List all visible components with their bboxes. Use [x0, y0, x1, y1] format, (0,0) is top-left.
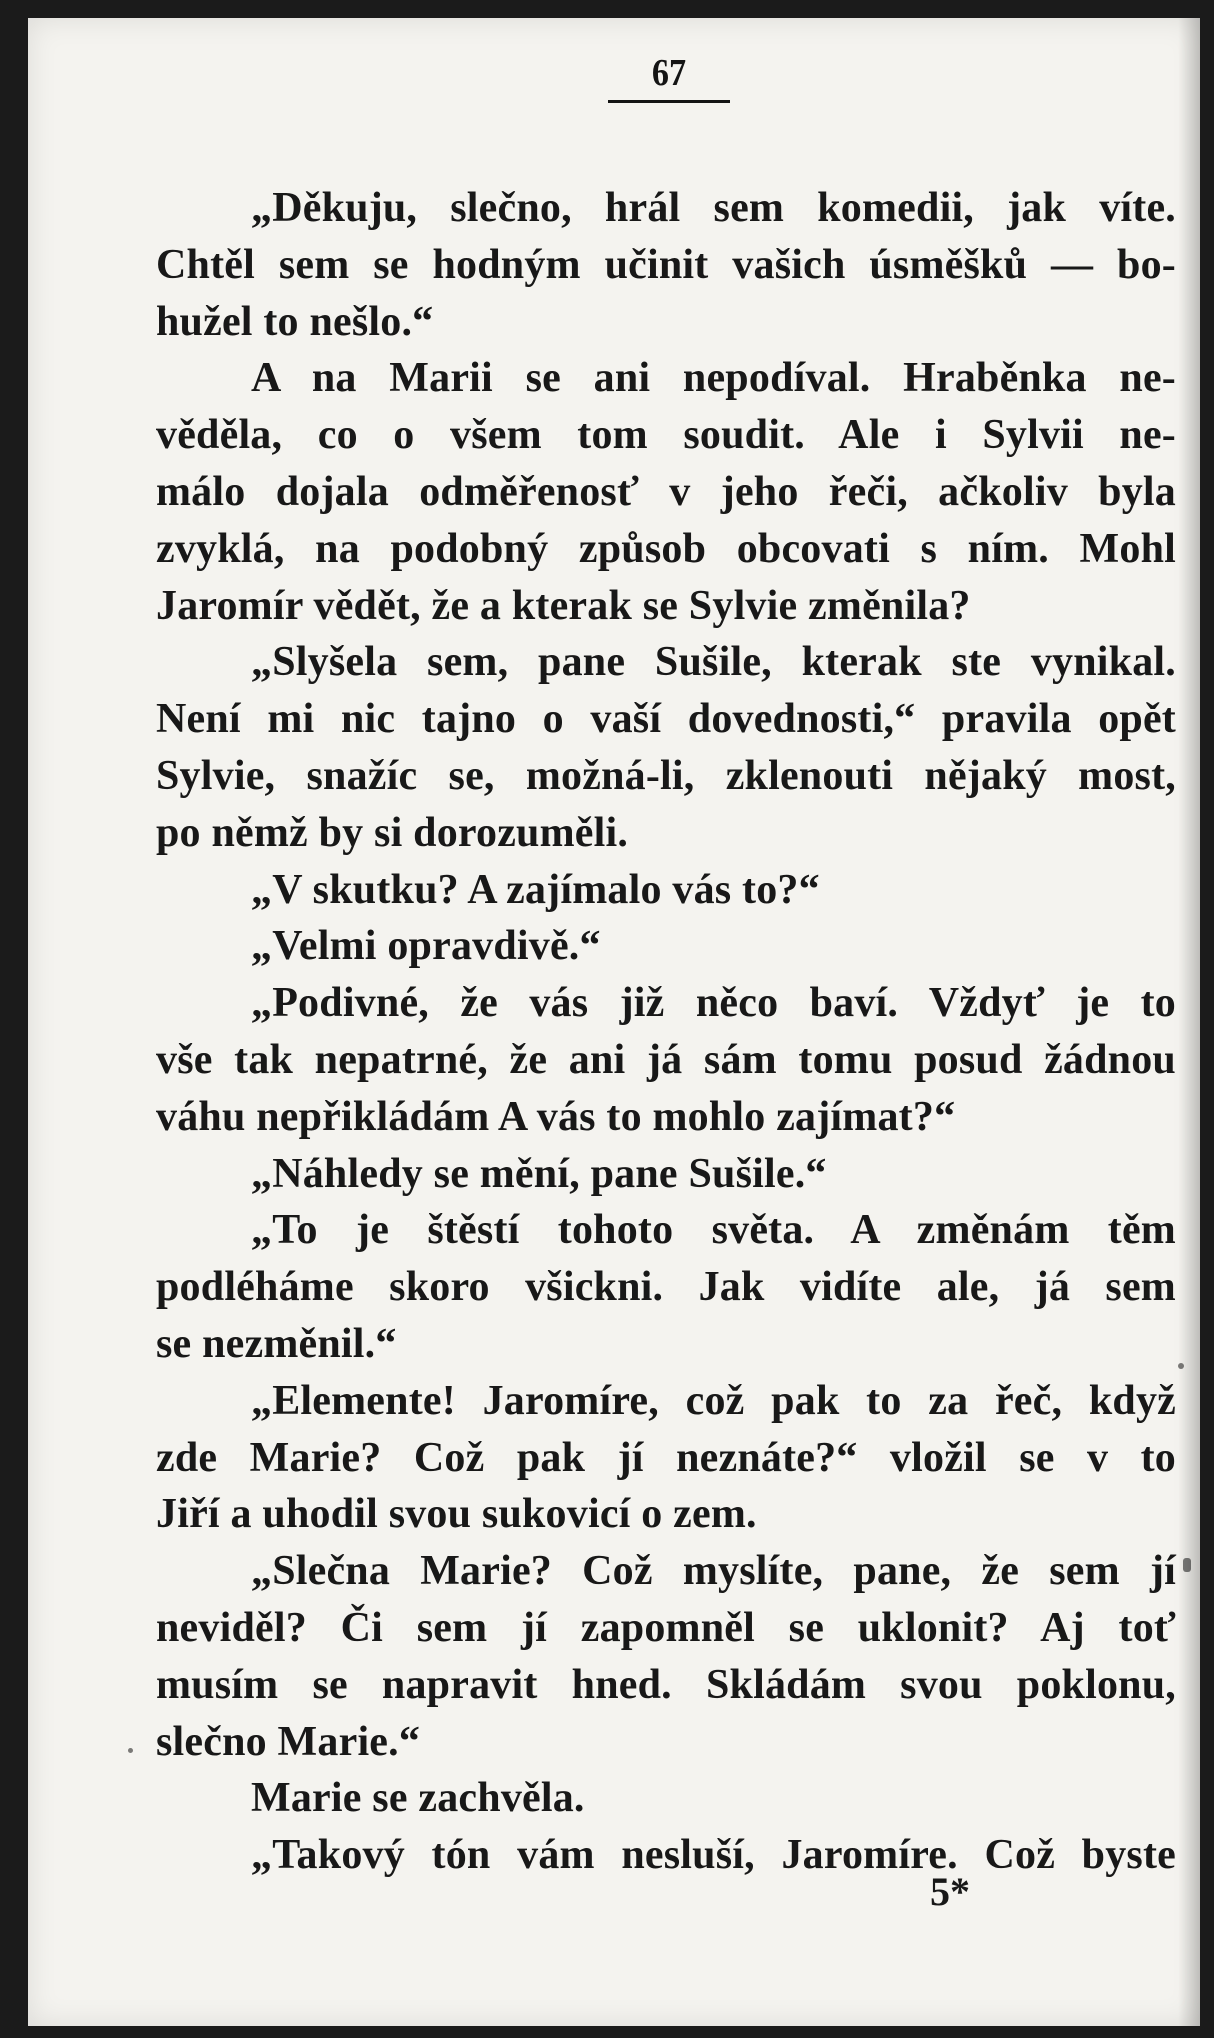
ink-speck: [1183, 1558, 1191, 1572]
book-page: [28, 18, 1200, 2026]
page-header: [574, 54, 764, 103]
text-line: „V skutku? A zajímalo vás to?“: [251, 866, 820, 913]
text-line: málo dojala odměřenosť v jeho řeči, ačkoliv byla: [156, 468, 1176, 515]
page-number: 67: [651, 52, 687, 94]
text-line: Jiří a uhodil svou sukovicí o zem.: [156, 1491, 757, 1538]
printer-signature-mark: 5*: [930, 1869, 970, 1914]
text-line: „Děkuju, slečno, hrál sem komedii, jak víte.: [251, 185, 1176, 231]
text-line: po němž by si dorozuměli.: [156, 809, 629, 856]
text-line: „Elemente! Jaromíre, což pak to za řeč, když: [251, 1377, 1176, 1424]
text-line: se nezměnil.“: [156, 1320, 397, 1367]
page-body: [156, 180, 1176, 1884]
text-line: váhu nepřikládám A vás to mohlo zajímat?“: [156, 1093, 956, 1140]
text-line: „Slečna Marie? Což myslíte, pane, že sem jí: [251, 1548, 1176, 1595]
page-edge-shadow: [1178, 18, 1200, 2026]
text-line: „Takový tón vám nesluší, Jaromíre. Což byste: [251, 1832, 1176, 1879]
text-line: zde Marie? Což pak jí neznáte?“ vložil se v to: [156, 1434, 1176, 1481]
ink-speck: [1178, 1363, 1184, 1369]
text-line: „To je štěstí tohoto světa. A změnám těm: [251, 1207, 1176, 1254]
text-line: slečno Marie.“: [156, 1718, 421, 1765]
text-line: hužel to nešlo.“: [156, 298, 434, 345]
text-line: Není mi nic tajno o vaší dovednosti,“ pravila opět: [156, 696, 1176, 743]
header-rule: [608, 100, 730, 103]
text-line: Sylvie, snažíc se, možná-li, zklenouti nějaký most,: [156, 752, 1176, 799]
text-line: „Podivné, že vás již něco baví. Vždyť je to: [251, 980, 1176, 1027]
text-line: A na Marii se ani nepodíval. Hraběnka ne-: [251, 355, 1176, 402]
text-line: „Náhledy se mění, pane Sušile.“: [251, 1150, 827, 1197]
text-line: vše tak nepatrné, že ani já sám tomu posud žádnou: [156, 1036, 1176, 1083]
text-line: věděla, co o všem tom soudit. Ale i Sylvii ne-: [156, 412, 1176, 459]
text-line: Jaromír vědět, že a kterak se Sylvie změnila?: [156, 582, 971, 629]
text-line: „Slyšela sem, pane Sušile, kterak ste vynikal.: [251, 639, 1176, 686]
text-line: podléháme skoro všickni. Jak vidíte ale, já sem: [156, 1264, 1176, 1311]
text-line: neviděl? Či sem jí zapomněl se uklonit? Aj toť: [156, 1604, 1176, 1651]
text-line: „Velmi opravdivě.“: [251, 923, 601, 970]
text-line: zvyklá, na podobný způsob obcovati s ním. Mohl: [156, 525, 1176, 572]
text-line: Marie se zachvěla.: [251, 1775, 585, 1822]
text-line: Chtěl sem se hodným učinit vašich úsměšků — bo-: [156, 241, 1176, 288]
text-line: musím se napravit hned. Skládám svou poklonu,: [156, 1661, 1176, 1708]
ink-speck: [128, 1748, 133, 1753]
